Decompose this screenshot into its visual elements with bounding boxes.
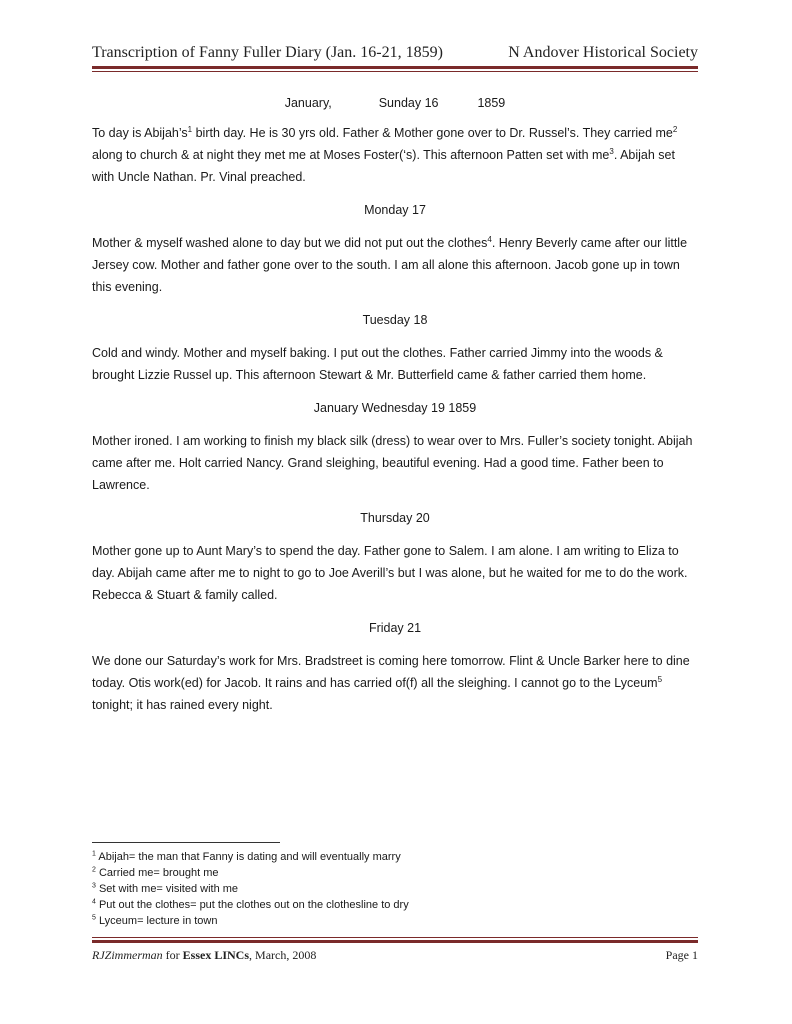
header-rule-thick bbox=[92, 66, 698, 69]
entry-date-jan-19: January Wednesday 19 1859 bbox=[313, 401, 477, 415]
entry-text-jan-18: Cold and windy. Mother and myself baking. I put out the clothes. Father carried Jimmy into the woods & brought Lizzie Russel up. This afternoon Stewart & Mr. Butterfield came & father carried them home. bbox=[92, 346, 663, 382]
date-month: January, bbox=[284, 96, 332, 110]
entry-date-jan-20: Thursday 20 bbox=[360, 511, 430, 525]
entry-date-jan-17: Monday 17 bbox=[364, 203, 426, 217]
page-number: Page 1 bbox=[665, 948, 698, 962]
footer-rule-thin bbox=[92, 937, 698, 938]
header-rule-thin bbox=[92, 71, 698, 72]
entry-text-jan-17: Mother & myself washed alone to day but we did not put out the clothes$^4$. Henry Beverly came after our little Jersey cow. Mother and father gone over to the south. I am all alone this afternoon. Jacob gone up in town this evening. bbox=[92, 234, 688, 294]
footnote-ref-5: 5 bbox=[657, 674, 663, 684]
header-title: Transcription of Fanny Fuller Diary (Jan. 16-21, 1859) bbox=[92, 44, 443, 61]
footnote-5: $^5$ Lyceum= lecture in town bbox=[92, 914, 218, 927]
footnote-2: $^2$ Carried me= brought me bbox=[92, 866, 219, 879]
footnote-ref-1: 1 bbox=[187, 124, 193, 134]
footnotes bbox=[92, 849, 698, 929]
footnote-1: $^1$ Abijah= the man that Fanny is dating and will eventually marry bbox=[92, 850, 401, 863]
entry-text-jan-21: We done our Saturday’s work for Mrs. Bradstreet is coming here tomorrow. Flint & Uncle Barker here to dine today. Otis work(ed) for Jacob. It rains and has carried of(f) all the sleighing. I cannot go to the Lyceum$^5$ tonight; it has rained every night. bbox=[92, 654, 690, 712]
entry-date-jan-18: Tuesday 18 bbox=[362, 313, 428, 327]
entry-date-jan-21: Friday 21 bbox=[368, 621, 422, 635]
entry-date-jan-16 bbox=[92, 92, 698, 114]
footnote-ref-4: 4 bbox=[487, 234, 492, 244]
date-year: 1859 bbox=[477, 96, 506, 110]
footnote-4: $^4$ Put out the clothes= put the clothes out on the clothesline to dry bbox=[92, 898, 409, 911]
footnote-separator bbox=[92, 842, 280, 843]
footer-rule-thick bbox=[92, 940, 698, 943]
footer-author: RJZimmerman bbox=[92, 948, 163, 962]
entry-text-jan-16: To day is $Abijah’s^1$ birth day. He is 30 yrs old. Father & Mother gone over to Dr. Russel’s. They carried $me^2$ along to church & at night they met me at Moses Foster(‘s). This afternoon Patten set with $me^3$. Abijah set with Uncle Nathan. Pr. Vinal preached. bbox=[92, 124, 678, 184]
footnote-ref-3: 3 bbox=[609, 146, 614, 156]
header-organization: N Andover Historical Society bbox=[508, 44, 698, 61]
entry-text-jan-19: Mother ironed. I am working to finish my black silk (dress) to wear over to Mrs. Fuller’s society tonight. Abijah came after me. Holt carried Nancy. Grand sleighing, beautiful evening. Had a good time. Father been to Lawrence. bbox=[92, 434, 693, 492]
footnote-3: $^3$ Set with me= visited with me bbox=[92, 882, 239, 895]
footer-org: Essex LINCs bbox=[182, 948, 250, 962]
footer-credit: RJZimmerman for Essex LINCs, March, 2008 bbox=[92, 948, 317, 962]
entry-text-jan-20: Mother gone up to Aunt Mary’s to spend the day. Father gone to Salem. I am alone. I am writing to Eliza to day. Abijah came after me to night to go to Joe Averill’s but I was alone, but he waited for me to do the work. Rebecca & Stuart & family called. bbox=[92, 544, 688, 602]
date-day: Sunday 16 bbox=[378, 96, 439, 110]
diary-body bbox=[92, 92, 698, 716]
footnote-ref-2: 2 bbox=[672, 124, 678, 134]
